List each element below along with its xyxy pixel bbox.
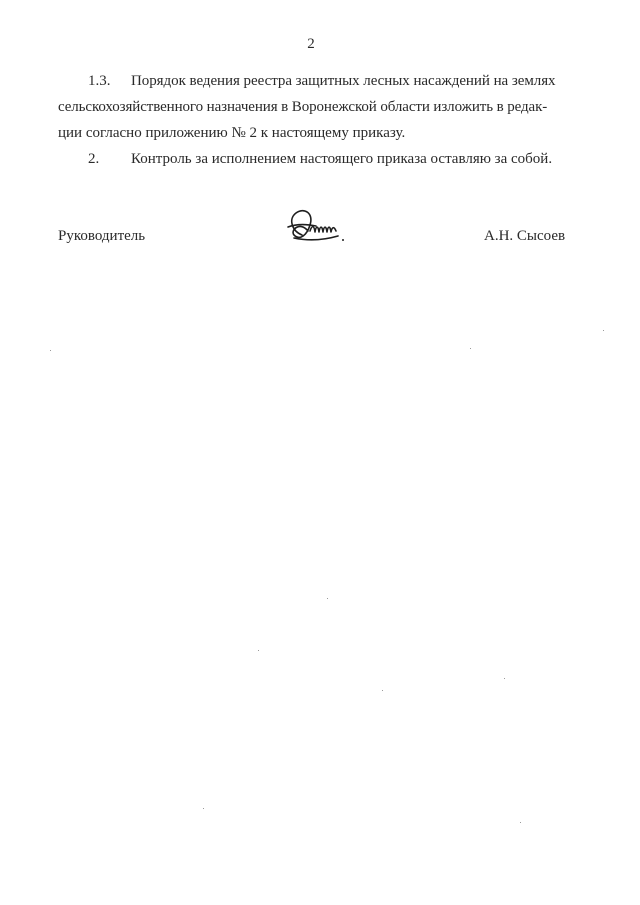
signer-name: А.Н. Сысоев xyxy=(484,228,566,244)
handwritten-signature xyxy=(280,205,360,250)
page-number: 2 xyxy=(307,36,315,52)
scan-speck xyxy=(470,348,471,349)
position-title: Руководитель xyxy=(58,228,146,244)
scan-speck xyxy=(520,822,521,823)
item-text-line: Порядок ведения реестра защитных лесных насаждений на землях xyxy=(131,73,556,89)
scan-speck xyxy=(382,690,383,691)
scan-speck xyxy=(50,350,51,351)
item-text-line: Контроль за исполнением настоящего приказа оставляю за собой. xyxy=(131,151,553,167)
item-number: 2. xyxy=(88,151,100,167)
scan-speck xyxy=(327,598,328,599)
item-text-line: ции согласно приложению № 2 к настоящему приказу. xyxy=(58,125,406,141)
item-number: 1.3. xyxy=(88,73,111,89)
item-text-line: сельскохозяйственного назначения в Воронежской области изложить в редак- xyxy=(58,99,548,115)
scan-speck xyxy=(258,650,259,651)
scan-speck xyxy=(203,808,204,809)
scan-speck xyxy=(504,678,505,679)
scan-speck xyxy=(603,330,604,331)
